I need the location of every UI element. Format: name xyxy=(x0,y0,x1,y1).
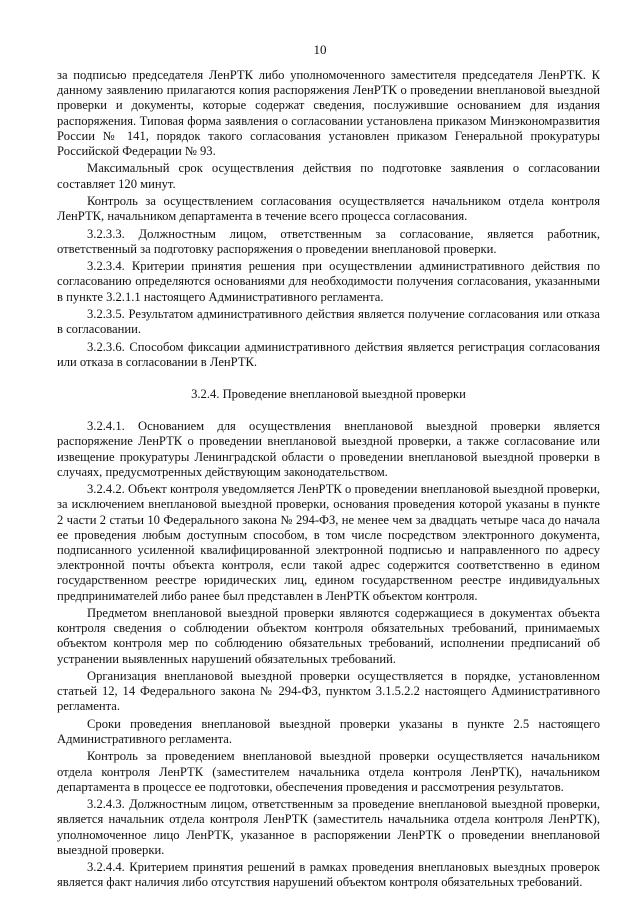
paragraph: Сроки проведения внеплановой выездной проверки указаны в пункте 2.5 настоящего Административного регламента. xyxy=(57,716,600,746)
page-number: 10 xyxy=(313,42,327,57)
document-body xyxy=(57,68,600,893)
paragraph: Организация внеплановой выездной проверки осуществляется в порядке, установленном статьей 12, 14 Федерального закона № 294-ФЗ, пунктом 3.1.5.2.2 настоящего Административного регламента. xyxy=(57,669,600,714)
section-heading: 3.2.4. Проведение внеплановой выездной проверки xyxy=(191,386,466,401)
paragraph: 3.2.4.1. Основанием для осуществления внеплановой выездной проверки является распоряжение ЛенРТК о проведении внеплановой выездной проверки, а также согласование или извещение прокуратуры Ленинградской области о проведении внеплановой выездной проверки в случаях, предусмотренных действующим законодательством. xyxy=(57,419,600,479)
paragraph: 3.2.4.3. Должностным лицом, ответственным за проведение внеплановой выездной проверки, является начальник отдела контроля ЛенРТК (заместитель начальника отдела контроля ЛенРТК), уполномоченное лицо ЛенРТК, указанное в распоряжении ЛенРТК о проведении внеплановой выездной проверки. xyxy=(57,797,600,857)
paragraph: Предметом внеплановой выездной проверки являются содержащиеся в документах объекта контроля сведения о соблюдении объектом контроля обязательных требований, принимаемых объектом контроля мер по соблюдению обязательных требований, исполнении предписаний об устранении выявленных нарушений обязательных требований. xyxy=(57,606,600,666)
paragraph: 3.2.4.2. Объект контроля уведомляется ЛенРТК о проведении внеплановой выездной проверки, за исключением внеплановой выездной проверки, основания проведения которой указаны в пункте 2 части 2 статьи 10 Федерального закона № 294-ФЗ, не менее чем за двадцать четыре часа до начала ее проведения любым доступным способом, в том числе посредством электронного документа, подписанного усиленной квалифицированной электронной подписью и направленного по адресу электронной почты объекта контроля, если такой адрес содержится соответственно в едином государственном реестре юридических лиц, едином государственном реестре индивидуальных предпринимателей либо ранее был представлен в ЛенРТК объектом контроля. xyxy=(57,482,600,603)
paragraph: Контроль за осуществлением согласования осуществляется начальником отдела контроля ЛенРТК, начальником департамента в течение всего процесса согласования. xyxy=(57,194,600,224)
paragraph: за подписью председателя ЛенРТК либо уполномоченного заместителя председателя ЛенРТК. К данному заявлению прилагаются копия распоряжения ЛенРТК о проведении внеплановой выездной проверки и документы, которые содержат сведения, послужившие основанием для издания распоряжения. Типовая форма заявления о согласовании установлена приказом Минэкономразвития России № 141, порядок такого согласования установлен приказом Генеральной прокуратуры Российской Федерации № 93. xyxy=(57,68,600,159)
paragraph: Контроль за проведением внеплановой выездной проверки осуществляется начальником отдела контроля ЛенРТК (заместителем начальника отдела контроля ЛенРТК), начальником департамента в процессе ее подготовки, обеспечения проведения и рассмотрения результатов. xyxy=(57,749,600,794)
paragraph: 3.2.4.4. Критерием принятия решений в рамках проведения внеплановых выездных проверок является факт наличия либо отсутствия нарушений объектом контроля обязательных требований. xyxy=(57,860,600,890)
paragraph: 3.2.3.3. Должностным лицом, ответственным за согласование, является работник, ответственный за подготовку распоряжения о проведении внеплановой проверки. xyxy=(57,226,600,256)
paragraph: Максимальный срок осуществления действия по подготовке заявления о согласовании составляет 120 минут. xyxy=(57,161,600,191)
paragraph: 3.2.3.5. Результатом административного действия является получение согласования или отказа в согласовании. xyxy=(57,306,600,337)
paragraph: 3.2.3.6. Способом фиксации административного действия является регистрация согласования или отказа в согласовании в ЛенРТК. xyxy=(57,339,600,369)
paragraph: 3.2.3.4. Критерии принятия решения при осуществлении административного действия по согласованию определяются основаниями для необходимости получения согласования, указанными в пункте 3.2.1.1 настоящего Административного регламента. xyxy=(57,259,600,304)
